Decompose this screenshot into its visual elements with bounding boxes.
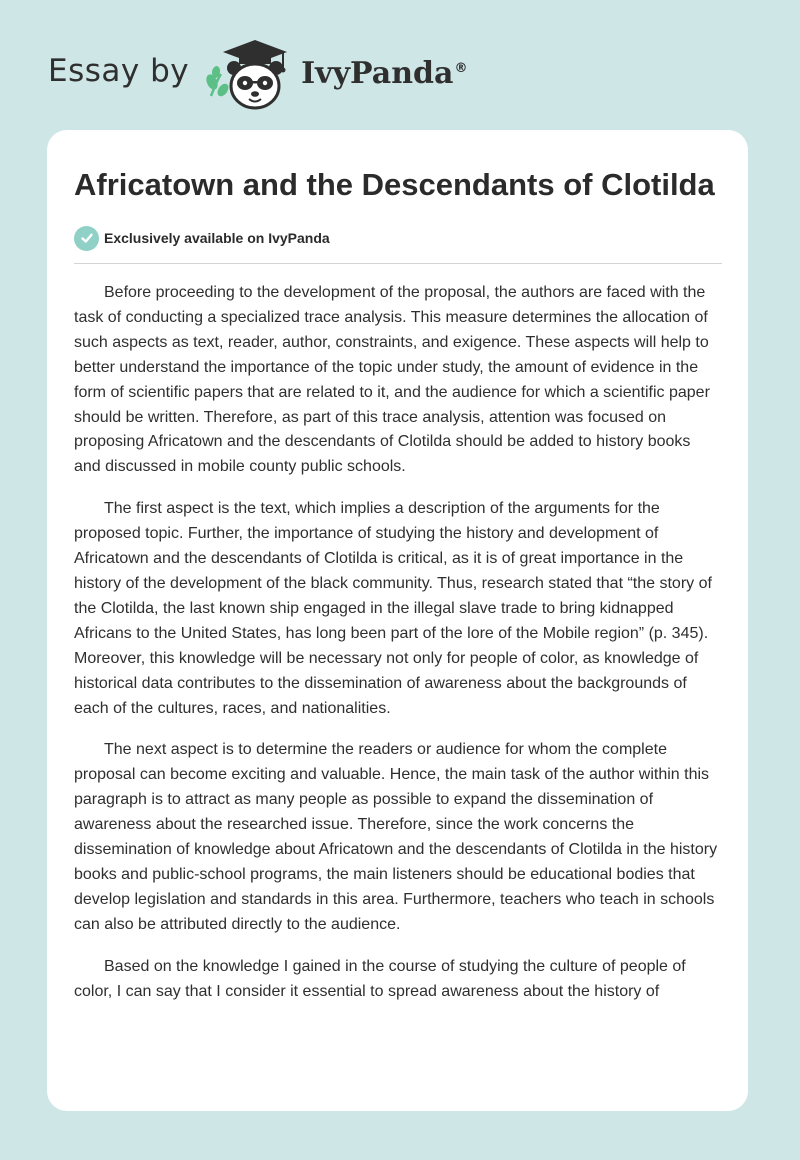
exclusive-badge (74, 225, 721, 251)
essay-paragraph: The next aspect is to determine the readers or audience for whom the complete proposal can become exciting and valuable. Hence, the main task of the author within this paragraph is to attract as many people as possible to expand the dissemination of awareness about the researched issue. Therefore, since the work concerns the dissemination of knowledge about Africatown and the descendants of Clotilda in the history books and public-school programs, the main listeners should be educational bodies that develop legislation and standards in this area. Furthermore, teachers who teach in schools can also be attributed directly to the audience. (74, 741, 718, 933)
essay-paragraph: Based on the knowledge I gained in the course of studying the culture of people of color, I can say that I consider it essential to spread awareness about the history of (74, 957, 686, 1000)
brand-name-text: IvyPanda (301, 55, 454, 91)
essay-paragraph: The first aspect is the text, which implies a description of the arguments for the proposed topic. Further, the importance of studying the history and development of Africatown and the descendants of Clotilda is critical, as it is of great importance in the history of the development of the black community. Thus, research stated that “the story of the Clotilda, the last known ship engaged in the illegal slave trade to bring kidnapped Africans to the United States, has long been part of the lore of the Mobile region” (p. 345). Moreover, this knowledge will be necessary not only for people of color, as knowledge of historical data contributes to the dissemination of awareness about the backgrounds of each of the cultures, races, and nationalities. (74, 500, 712, 717)
exclusive-badge-text: Exclusively available on IvyPanda (104, 230, 330, 246)
title-divider (74, 263, 722, 264)
essay-by-label: Essay by (48, 53, 190, 89)
check-circle-icon (74, 226, 99, 251)
ivypanda-brand-name (301, 56, 467, 91)
essay-paragraph: Before proceeding to the development of the proposal, the authors are faced with the task of conducting a specialized trace analysis. This measure determines the allocation of such aspects as text, reader, author, constraints, and exigence. These aspects will help to better understand the importance of the topic under study, the amount of evidence in the form of scientific papers that are related to it, and the audience for which a scientific paper should be written. Therefore, as part of this trace analysis, attention was focused on proposing Africatown and the descendants of Clotilda should be added to history books and discussed in mobile county public schools. (74, 284, 710, 476)
registered-mark: ® (454, 60, 468, 76)
panda-graduate-logo-icon (203, 34, 295, 114)
essay-card (47, 130, 748, 1111)
essay-title: Africatown and the Descendants of Clotilda (74, 167, 715, 202)
site-header-brand[interactable] (48, 34, 467, 114)
essay-body (74, 281, 721, 1004)
